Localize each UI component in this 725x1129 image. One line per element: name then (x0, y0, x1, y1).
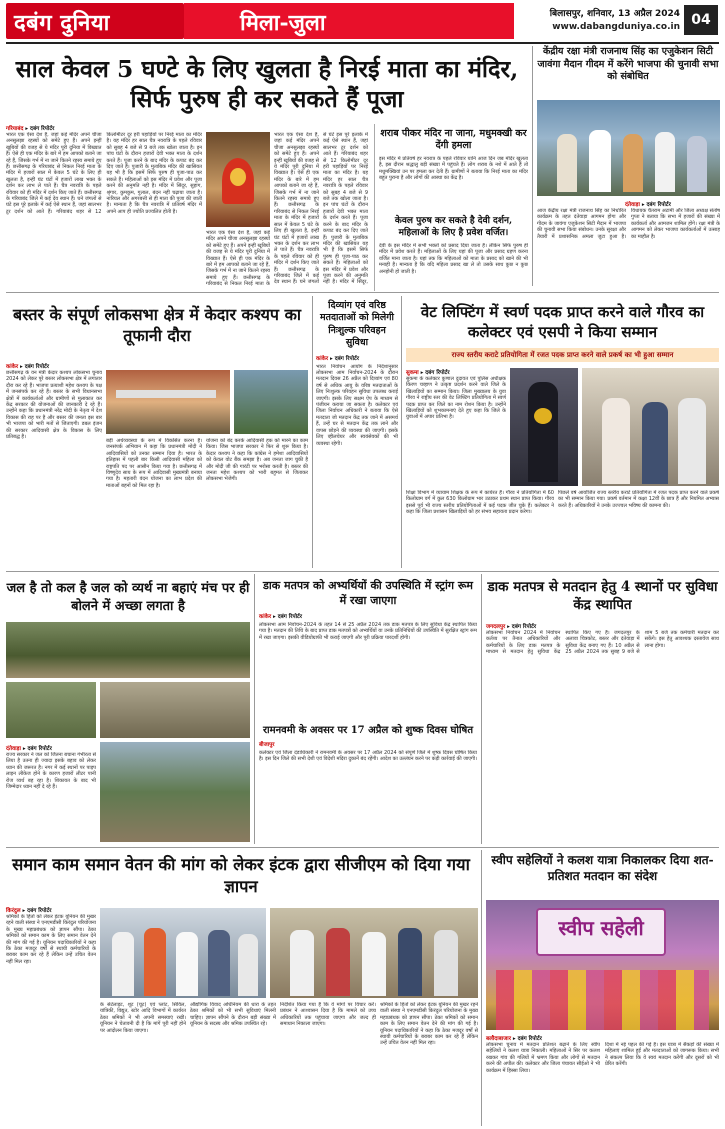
headline: केंद्रीय रक्षा मंत्री राजनाथ सिंह का एजुकेशन सिटी जावंगा मैदान गीदम में करेंगे भाजपा की चुनावी सभा को संबोधित (537, 46, 719, 82)
headline: वेट लिफ्टिंग में स्वर्ण पदक प्राप्त करने वाले गौरव का कलेक्टर एवं एसपी ने किया सम्मान (420, 303, 705, 341)
kicker: राज्य स्तरीय कराटे प्रतियोगिता में रजत पदक प्राप्त करने वाले प्रकर्ष का भी हुआ सम्मान (451, 350, 674, 359)
headline: दिव्यांग एवं वरिष्ठ मतदाताओं को मिलेगी निःशुल्क परिवहन सुविधा (320, 300, 394, 349)
headline: जल है तो कल है जल को व्यर्थ ना बहाएं मंच पर ही बोलने में अच्छा लगता है (6, 581, 250, 614)
byline: कांकेर ▸ दबंग रिपोर्टर (6, 364, 50, 370)
byline-place: कांकेर (259, 614, 272, 620)
section-title: मिला-जुला (240, 10, 326, 36)
body-text-3: भारत एक ऐसा देश है, जहां कई मंदिर अपने चीजा अनसुलझा रहस्यों को समेटे हुए हैं। अपने इन्हीं खूबियों की वजह से ये मंदिर पूरी दुनिया में विख्यात हैं। ऐसे ही एक मंदिर के बारे में हम आपको बताने जा रहे हैं, जिसके गर्भ में ना जाने कितने रहस्य समाये हुए हैं। छत्तीसगढ़ के गरियाबंद से निकल निरई माता के मंदिर में हजारों साल में केवल 5 घंटे के लिए ही खुलता है, इन्हीं घंट घंटों में हजारों लाख भक्त के दर्शन कर लाभ ले पाते हैं। चैत्र नवरात्रि के पहले रविवार को ही मंदिर में दर्शन किए जाते हैं। छत्तीसगढ़ के गरियाबंद जिले में कई देव स्थान हैं। घने जंगलों से घंटे इस पूरे इलाके में कई ऐसे स्थान हैं, जहां सालभर टूर दर्शन को आते हैं। गरियाबंद शहर से 12 किलोमीटर दूर हरी पहाड़ियों पर निरई माता का मंदिर है। यह मंदिर हर साल चैत्र नवरात्रि के पहले रविवार को सुबह 4 बजे से 9 बजे तक खोला जाता है। इन पांच घंटों के दौरान हजारों देवी भक्त माता के दर्शन करते हैं। पूजा करने के बाद मंदिर के कपाट बंद कर दिए जाते हैं। पुजारी के मुताबिक मंदिर की खासियत यह भी है कि इसमें सिर्फ पुरुष ही पूजा-पाठ कर सकते हैं। महिलाओं को इस मंदिर में प्रवेश और पूजा करने की अनुमति नहीं है। मंदिर में सिंदूर, (274, 132, 368, 286)
newspaper-logo: दबंग दुनिया (14, 10, 110, 36)
intuc-photo-1 (100, 908, 266, 998)
byline-place: सुकमा (406, 370, 419, 376)
byline: गरियाबंद ▸ दबंग रिपोर्टर (6, 126, 55, 132)
story-postal-ballot (254, 574, 482, 844)
sub-headline: रामनवमी के अवसर पर 17 अप्रैल को शुष्क दिवस घोषित (262, 725, 474, 736)
story-kedar-kashyap (6, 296, 308, 568)
headline: स्वीप सहेलियों ने कलश यात्रा निकालकर दिया शत-प्रतिशत मतदान का संदेश (491, 853, 714, 883)
byline: किरंदुल ▸ दबंग रिपोर्टर (6, 908, 52, 914)
byline-reporter: दबंग रिपोर्टर (511, 624, 537, 630)
website[interactable]: www.dabangduniya.co.in (552, 22, 680, 32)
byline-place: किरंदुल (6, 908, 21, 914)
body-text: लोकसभा निर्वाचन 2024 में निर्वाचन कर्तव्य पर तैनात अधिकारियों और कर्मचारियों के लिए डाक मतपत्र के माध्यम से मतदान हेतु सुविधा केंद्र स्थापित किए गए हैं। जगदलपुर के अलावा चित्रकोट, बस्तर और दंतेवाड़ा में सुविधा केंद्र बनाए गए हैं। 10 अप्रैल से 25 अप्रैल 2024 तक सुबह 9 बजे से शाम 5 बजे तक कर्मचारी मतदान कर सकेंगे। इस हेतु आवश्यक दस्तावेज साथ लाना होगा। (486, 630, 719, 656)
date-line: बिलासपुर, शनिवार, 13 अप्रैल 2024 (549, 9, 680, 19)
pipeline-photo-1 (6, 622, 250, 678)
story-gaurav-weightlifting (406, 296, 719, 568)
headline: साल केवल 5 घण्टे के लिए खुलता है निरई माता का मंदिर, सिर्फ पुरुष ही कर सकते हैं पूजा (15, 55, 519, 113)
byline: दंतेवाड़ा ▸ दबंग रिपोर्टर (625, 202, 671, 208)
byline-reporter: दबंग रिपोर्टर (27, 746, 52, 752)
headline: डाक मतपत्र से मतदान हेतु 4 स्थानों पर सुविधा केंद्र स्थापित (487, 579, 718, 613)
byline-reporter: दबंग रिपोर्टर (334, 355, 360, 362)
gaurav-photo-1 (510, 368, 578, 486)
gaurav-photo-2 (582, 368, 719, 486)
headline: डाक मतपत्र को अभ्यर्थियों की उपस्थिति में स्ट्रांग रूम में रखा जाएगा (263, 579, 473, 607)
byline: सुकमा ▸ दबंग रिपोर्टर (406, 370, 450, 376)
side-body-2: देवी के इस मंदिर में सभी भक्तों को प्रसाद दिया जाता है। लेकिन सिर्फ पुरुष ही मंदिर में प्रवेश करते हैं। महिलाओं के लिए यहां की पूजा और प्रसाद ग्रहण करना वर्जित माना जाता है। यहां तक कि महिलाओं को माता के प्रसाद को खाने की भी मनाही है। मान्यता है कि यदि महिला प्रसाद खा ले तो उसके साथ कुछ न कुछ अनहोनी हो जाती है। (379, 243, 528, 275)
byline-place: दंतेवाड़ा (625, 202, 640, 208)
byline-place: दंतेवाड़ा (6, 746, 21, 752)
sidebar-box (374, 124, 528, 291)
body-text-3: औद्योगिक विवाद अधिनियम की धारा के तहत ठेका श्रमिकों को भी सभी सुविधाएं मिलनी चाहिए। ज्ञापन सौंपने के दौरान बड़ी संख्या में यूनियन के सदस्य और श्रमिक उपस्थित रहे। (190, 1002, 276, 1028)
body-text-2: दिशा में नई पहल की गई है। इस यात्रा में सैकड़ों की संख्या में महिलाएं शामिल हुईं और मतदाताओं को जागरूक किया। सभी ने संकल्प लिया कि वे स्वयं मतदान करेंगी और दूसरों को भी प्रेरित करेंगी। (605, 1042, 719, 1068)
byline-reporter: दबंग रिपोर्टर (30, 126, 55, 132)
story-intuc-memorandum (6, 850, 482, 1126)
body-text-2: शिक्षा विभाग में व्यायाम शिक्षक के रूप में कार्यरत हैं। गौरव ने प्रतियोगिता में 60 किलोग्राम वर्ग में कुल 630 किलोग्राम भार उठाकर प्रथम स्थान प्राप्त किया। गौरव इससे पूर्व भी राज्य स्तरीय प्रतियोगिताओं में कई पदक जीत चुके हैं। कलेक्टर ने कहा कि जिला प्रशासन खिलाड़ियों को हर संभव सहायता प्रदान करेगा। (406, 490, 554, 516)
body-text-5: श्रमिकों के हितों को लेकर इंटक यूनियन की मुखर रहने वाली संस्था ने एनएमडीसी किरंदुल परियोजना के मुख्य महाप्रबंधक को ज्ञापन सौंपा। ठेका श्रमिकों को समान काम के लिए समान वेतन देने की मांग की गई है। यूनियन पदाधिकारियों ने कहा कि ठेका मजदूर वर्षों से स्थायी कर्मचारियों के बराबर काम कर रहे हैं लेकिन उन्हें उचित वेतन नहीं मिल रहा। (380, 1002, 478, 1047)
byline-reporter: दबंग रिपोर्टर (277, 614, 303, 620)
body-text-4: निर्देशित किया गया है कि वे मांगों पर विचार करें। प्रबंधन ने आश्वासन दिया है कि मामले को उच्च अधिकारियों तक पहुंचाया जाएगा और जल्द ही समाधान निकाला जाएगा। (280, 1002, 376, 1028)
byline: कांकेर ▸ दबंग रिपोर्टर (259, 614, 303, 620)
section-banner (184, 3, 514, 39)
kicker-bar (406, 348, 719, 362)
byline: बलौदाबाजार ▸ दबंग रिपोर्टर (486, 1036, 542, 1042)
body-text: लोकसभा चुनाव में मतदान प्रतिशत बढ़ाने के लिए स्वीप सहेलियों ने कलश यात्रा निकाली। महिलाओं ने सिर पर कलश रखकर गांव की गलियों में भ्रमण किया और लोगों से मतदान करने की अपील की। कलेक्टर और जिला पंचायत सीईओ ने भी कार्यक्रम में हिस्सा लिया। (486, 1042, 600, 1074)
headline: बस्तर के संपूर्ण लोकसभा क्षेत्र में केदार कश्यप का तूफानी दौरा (12, 305, 302, 345)
pipeline-photo-3 (100, 682, 250, 738)
body-text-2: के सेटेलाइट, शूट (चूट) एवं प्लांट, सिविल, यांत्रिकी, विद्युत, स्टोर आदि विभागों में कार्यरत ठेका श्रमिकों ने भी अपनी समस्याएं रखीं। यूनियन ने चेतावनी दी है कि मांगें पूरी नहीं होने पर आंदोलन किया जाएगा। (100, 1002, 186, 1034)
byline-reporter: दबंग रिपोर्टर (425, 370, 450, 376)
body-text: भारत एक ऐसा देश है, जहां कई मंदिर अपने चीजा अनसुलझा रहस्यों को समेटे हुए हैं। अपने इन्हीं खूबियों की वजह से ये मंदिर पूरी दुनिया में विख्यात हैं। ऐसे ही एक मंदिर के बारे में हम आपको बताने जा रहे हैं, जिसके गर्भ में ना जाने कितने रहस्य समाये हुए हैं। छत्तीसगढ़ के गरियाबंद से निकल निरई माता के मंदिर में हजारों साल में केवल 5 घंटे के लिए ही खुलता है, इन्हीं घंट घंटों में हजारों लाख भक्त के दर्शन कर लाभ ले पाते हैं। चैत्र नवरात्रि के पहले रविवार को ही मंदिर में दर्शन किए जाते हैं। छत्तीसगढ़ के गरियाबंद जिले में कई देव स्थान हैं। घने जंगलों से घंटे इस पूरे इलाके में कई ऐसे स्थान हैं, जहां सालभर टूर दर्शन को आते हैं। गरियाबंद शहर से 12 किलोमीटर दूर हरी पहाड़ियों पर निरई माता का मंदिर है। यह मंदिर हर साल चैत्र नवरात्रि के पहले रविवार को सुबह 4 बजे से 9 बजे तक खोला जाता है। इन पांच घंटों के दौरान हजारों देवी भक्त माता के दर्शन करते हैं। पूजा करने के बाद मंदिर के कपाट बंद कर दिए जाते हैं। पुजारी के मुताबिक मंदिर की खासियत यह भी है कि इसमें सिर्फ पुरुष ही पूजा-पाठ कर सकते हैं। महिलाओं को इस मंदिर में प्रवेश और पूजा करने की अनुमति नहीं है। मंदिर में सिंदूर, सुहाग, श्रृंगार, कुमकुम, गुलाल, बंदन नहीं चढ़ाया जाता है। नारियल और अगरबत्ती से ही माता की पूजा की जाती है। मान्यता है कि चैत्र नवरात्रि में प्रतिवर्ष मंदिर में अपने आप ही ज्योति प्रज्वलित होती है। (6, 132, 202, 215)
byline: दंतेवाड़ा ▸ दबंग रिपोर्टर (6, 746, 52, 752)
body-text-3: योजना को बंद करके आदिवासी हक को मारने का काम किया। जिस भाजपा सरकार ने फिर से शुरू किया है। केदार कश्यप ने कहा कि कांग्रेस ने हमेशा आदिवासियों को केवल वोट बैंक समझा है। अब जनता जाग चुकी है और मोदी जी की गारंटी पर भरोसा करती है। बस्तर की जनता महेश कश्यप को भारी बहुमत से जिताकर लोकसभा भेजेगी। (206, 438, 308, 483)
story-rajnath-singh (532, 46, 719, 286)
body-text-2: बड़ी अर्थव्यवस्था के रूप में विकसित करना है। जनसंपर्क अभियान में कहा कि प्रधानमंत्री मोदी ने आदिवासियों को उनका सम्मान दिया है। भारत के इतिहास में पहली बार किसी आदिवासी महिला को राष्ट्रपति पद पर आसीन किया गया है। छत्तीसगढ़ में विष्णुदेव साय के रूप में आदिवासी मुख्यमंत्री बनाया गया है। महतारी वंदन योजना का लाभ प्रदेश की माताओं बहनों को मिल रहा है। (106, 438, 202, 489)
body-text: श्रमिकों के हितों को लेकर इंटक यूनियन की मुखर रहने वाली संस्था ने एनएमडीसी किरंदुल परियोजना के मुख्य महाप्रबंधक को ज्ञापन सौंपा। ठेका श्रमिकों को समान काम के लिए समान वेतन देने की मांग की गई है। यूनियन पदाधिकारियों ने कहा कि ठेका मजदूर वर्षों से स्थायी कर्मचारियों के बराबर काम कर रहे हैं लेकिन उन्हें उचित वेतन नहीं मिल रहा। (6, 914, 96, 965)
sub-body: कलेक्टर एवं जिला दंडाधिकारी ने रामनवमी के अवसर पर 17 अप्रैल 2024 को संपूर्ण जिले में शुष्क दिवस घोषित किया है। इस दिन जिले की सभी देशी एवं विदेशी मदिरा दुकानें बंद रहेंगी। आदेश का उल्लंघन करने पर कड़ी कार्रवाई की जाएगी। (259, 750, 477, 763)
body-text: आज केंद्रीय रक्षा मंत्री राजनाथ सिंह का निर्धारित कार्यक्रम के तहत दंतेवाड़ा आगमन होगा और गीदम के जावंगा एजुकेशन सिटी मैदान में भाजपा की चुनावी सभा किया संबोधन। उनके सुरक्षा और तैयारी में प्रशासनिक अमला जुटा हुआ है। विधायक चैतराम अटामी और जिला अध्यक्ष संतोष गुप्ता ने बताया कि सभा में हजारों की संख्या में कार्यकर्ता और आमजन शामिल होंगे। रक्षा मंत्री के आगमन को लेकर भाजपा कार्यकर्ताओं में उत्साह का माहौल है। (537, 208, 720, 240)
byline-place: कांकेर (6, 364, 19, 370)
campaign-photo-2 (234, 370, 308, 434)
story-sweep-saheli (486, 850, 719, 1126)
story-water-waste (6, 574, 250, 844)
story-nirai-mata (6, 46, 528, 291)
intuc-photo-2 (270, 908, 478, 998)
saheli-photo (486, 900, 719, 1030)
pipeline-photo-2 (6, 682, 96, 738)
photos-row (6, 682, 250, 738)
body-text: सुकमा के कलेक्टर कुणाल दुदावत एवं पुलिस अधीक्षक किरण चव्हाण ने उत्कृष्ट प्रदर्शन करने वाले जिले के खिलाड़ियों का सम्मान किया। जिला मुख्यालय के युवा गौरव ने राष्ट्रीय स्तर की वेट लिफ्टिंग प्रतियोगिता में स्वर्ण पदक प्राप्त कर जिले का नाम रोशन किया है। उन्होंने खिलाड़ियों को शुभकामनाएं देते हुए कहा कि जिले के युवाओं में अपार प्रतिभा है। (406, 376, 506, 421)
campaign-photo-1 (106, 370, 230, 434)
pipeline-photo-4 (100, 742, 250, 842)
temple-photo (206, 132, 270, 227)
side-subhead: केवल पुरुष कर सकते है देवी दर्शन, महिलाओं के लिए है प्रवेश वर्जित। (394, 216, 513, 238)
story-divyang-transport (312, 296, 402, 568)
byline-place: कांकेर (316, 355, 329, 362)
body-text: भारत निर्वाचन आयोग के निर्देशानुसार लोकसभा आम निर्वाचन-2024 के दौरान मतदान दिवस 26 अप्रैल को दिव्यांग एवं 80 वर्ष से अधिक आयु के वरिष्ठ मतदाताओं के लिए निःशुल्क परिवहन सुविधा उपलब्ध कराई जाएगी। इसके लिए सक्षम ऐप के माध्यम से पंजीयन कराया जा सकता है। कलेक्टर एवं जिला निर्वाचन अधिकारी ने बताया कि ऐसे मतदाता जो मतदान केंद्र तक जाने में असमर्थ हैं, उन्हें घर से मतदान केंद्र तक लाने और वापस छोड़ने की व्यवस्था की जाएगी। इसके लिए व्हीलचेयर और स्वयंसेवकों की भी व्यवस्था रहेगी। (316, 363, 398, 447)
byline-place: जगदलपुर (486, 624, 506, 630)
headline: समान काम समान वेतन की मांग को लेकर इंटक द्वारा सीजीएम को दिया गया ज्ञापन (12, 855, 470, 896)
body-text-3: पिछले वर्ष आयोजित राज्य स्तरीय कराटे प्रतियोगिता में रजत पदक प्राप्त करने वाले प्रकर्ष का भी सम्मान किया गया। प्रकर्ष वर्तमान में कक्षा 12वीं के छात्र हैं और नियमित अभ्यास करते हैं। अधिकारियों ने उनके उज्ज्वल भविष्य की कामना की। (558, 490, 719, 509)
byline-place: गरियाबंद (6, 126, 24, 132)
side-body: इस मंदिर में प्रतिवर्ष हर नवरात्र के पहले रविवार यानि आज दिन जब मंदिर खुलता है, इस दौरान श्रद्धालु बड़ी संख्या में पहुंचते हैं। लोग शराब के नशे में आते हैं तो मधुमक्खियां उन पर हमला कर देती हैं। ग्रामीणों ने बताया कि निरई माता का मंदिर बहुत पुराना है और लोगों की आस्था का केंद्र है। (379, 156, 528, 182)
side-headline: शराब पीकर मंदिर ना जाना, मधुमक्खी कर देंगी हमला (380, 128, 527, 151)
byline: कांकेर ▸ दबंग रिपोर्टर (316, 355, 360, 362)
story-postal-centres (486, 574, 719, 844)
body-text: राज्य सरकार ने जल को जितना बचाना गंभीरता से लिया है उतना ही ज्यादा इसके बहाव को लेकर ध्यान की जरूरत है। नगर में कई स्थानों पर पाइप लाइन लीकेज होने के कारण हजारों लीटर पानी रोज व्यर्थ बह रहा है। शिकायत के बाद भी जिम्मेदार ध्यान नहीं दे रहे हैं। (6, 752, 96, 791)
logo-block (6, 3, 184, 39)
byline-reporter: दबंग रिपोर्टर (27, 908, 52, 914)
sub-byline: बीजापुर (259, 742, 275, 748)
byline-reporter: दबंग रिपोर्टर (24, 364, 50, 370)
body-text-2: भारत एक ऐसा देश है, जहां कई मंदिर अपने चीजा अनसुलझा रहस्यों को समेटे हुए हैं। अपने इन्हीं खूबियों की वजह से ये मंदिर पूरी दुनिया में विख्यात हैं। ऐसे ही एक मंदिर के बारे में हम आपको बताने जा रहे हैं, जिसके गर्भ में ना जाने कितने रहस्य समाये हुए हैं। छत्तीसगढ़ के गरियाबंद से निकल निरई माता के (206, 230, 270, 287)
page-number: 04 (684, 5, 718, 35)
byline-place: बलौदाबाजार (486, 1036, 511, 1042)
byline: जगदलपुर ▸ दबंग रिपोर्टर (486, 624, 537, 630)
body-text: छत्तीसगढ़ के वन मंत्री केदार कश्यप लोकसभा चुनाव 2024 को लेकर पूरे बस्तर लोकसभा क्षेत्र में लगातार दौरा कर रहे हैं। भाजपा प्रत्याशी महेश कश्यप के पक्ष में जनसंपर्क कर रहे हैं। बस्तर के सभी विधानसभा क्षेत्रों में कार्यकर्ताओं और ग्रामीणों से मुलाकात कर केंद्र सरकार की योजनाओं की जानकारी दे रहे हैं। उन्होंने कहा कि प्रधानमंत्री नरेंद्र मोदी के नेतृत्व में देश विकास की राह पर है और बस्तर की जनता इस बार भी भाजपा को भारी मतों से जिताएगी। डबल इंजन की सरकार आदिवासी क्षेत्र के विकास के लिए प्रतिबद्ध है। (6, 370, 102, 441)
masthead (0, 0, 725, 42)
byline-reporter: दबंग रिपोर्टर (517, 1036, 542, 1042)
banner-text: स्वीप सहेली (558, 916, 644, 940)
rajnath-photo (537, 100, 720, 196)
body-text: लोकसभा आम निर्वाचन-2024 के तहत 14 से 25 अप्रैल 2024 तक डाक मतपत्र के लिए सुविधा केंद्र स्थापित किया गया है। मतदान की तिथि के बाद प्राप्त डाक मतपत्रों को अभ्यर्थियों या उनके प्रतिनिधियों की उपस्थिति में सुरक्षित स्ट्रांग रूम में रखा जाएगा। इसकी वीडियोग्राफी भी कराई जाएगी और पूरी प्रक्रिया पारदर्शी होगी। (259, 622, 477, 641)
byline-reporter: दबंग रिपोर्टर (646, 202, 671, 208)
